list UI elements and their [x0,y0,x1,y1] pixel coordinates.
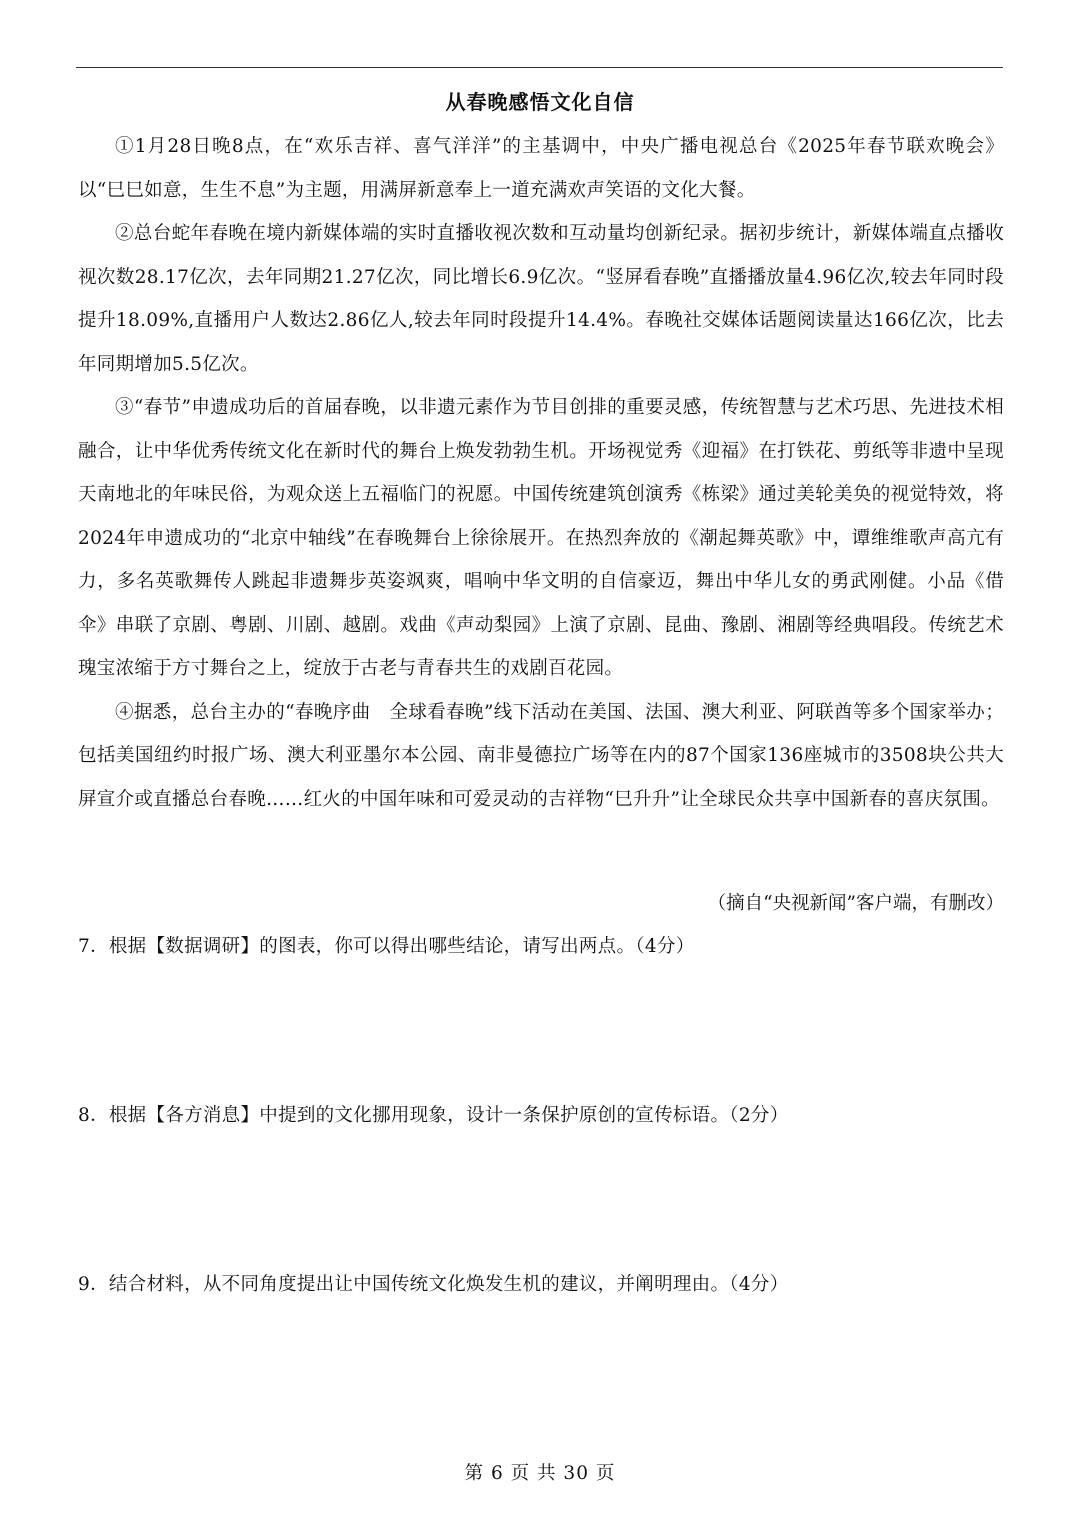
paragraph-2: ②总台蛇年春晚在境内新媒体端的实时直播收视次数和互动量均创新纪录。据初步统计，新媒体端直点播收视次数28.17亿次，去年同期21.27亿次，同比增长6.9亿次。“竖屏看春晚”直播播放量4.96亿次,较去年同时段提升18.09%,直播用户人数达2.86亿人,较去年同时段提升14.4%。春晚社交媒体话题阅读量达166亿次，比去年同期增加5.5亿次。 [78,223,1004,375]
paragraph-4: ④据悉，总台主办的“春晚序曲 全球看春晚”线下活动在美国、法国、澳大利亚、阿联酋等多个国家举办；包括美国纽约时报广场、澳大利亚墨尔本公园、南非曼德拉广场等在内的87个国家136座城市的3508块公共大屏宣介或直播总台春晚……红火的中国年味和可爱灵动的吉祥物“巳升升”让全球民众共享中国新春的喜庆氛围。 [78,701,1004,810]
article-title: 从春晚感悟文化自信 [445,90,635,114]
paragraph-1: ①1月28日晚8点，在“欢乐吉祥、喜气洋洋”的主基调中，中央广播电视总台《2025年春节联欢晚会》以“巳巳如意，生生不息”为主题，用满屏新意奉上一道充满欢声笑语的文化大餐。 [78,136,1004,201]
question-9: 9．结合材料，从不同角度提出让中国传统文化焕发生机的建议，并阐明理由。（4分） [78,1274,789,1295]
page-number: 第 6 页 共 30 页 [464,1463,616,1484]
question-7: 7．根据【数据调研】的图表，你可以得出哪些结论，请写出两点。（4分） [78,936,695,957]
article-source: （摘自“央视新闻”客户端，有删改） [707,893,1004,914]
top-divider [76,67,1003,68]
question-8: 8．根据【各方消息】中提到的文化挪用现象，设计一条保护原创的宣传标语。（2分） [78,1105,789,1126]
article-body [78,125,1004,821]
paragraph-3: ③“春节”申遗成功后的首届春晚，以非遗元素作为节目创排的重要灵感，传统智慧与艺术巧思、先进技术相融合，让中华优秀传统文化在新时代的舞台上焕发勃勃生机。开场视觉秀《迎福》在打铁花、剪纸等非遗中呈现天南地北的年味民俗，为观众送上五福临门的祝愿。中国传统建筑创演秀《栋梁》通过美轮美奂的视觉特效，将2024年申遗成功的“北京中轴线”在春晚舞台上徐徐展开。在热烈奔放的《潮起舞英歌》中，谭维维歌声高亢有力，多名英歌舞传人跳起非遗舞步英姿飒爽，唱响中华文明的自信豪迈，舞出中华儿女的勇武刚健。小品《借伞》串联了京剧、粤剧、川剧、越剧。戏曲《声动梨园》上演了京剧、昆曲、豫剧、湘剧等经典唱段。传统艺术瑰宝浓缩于方寸舞台之上，绽放于古老与青春共生的戏剧百花园。 [78,397,1004,679]
